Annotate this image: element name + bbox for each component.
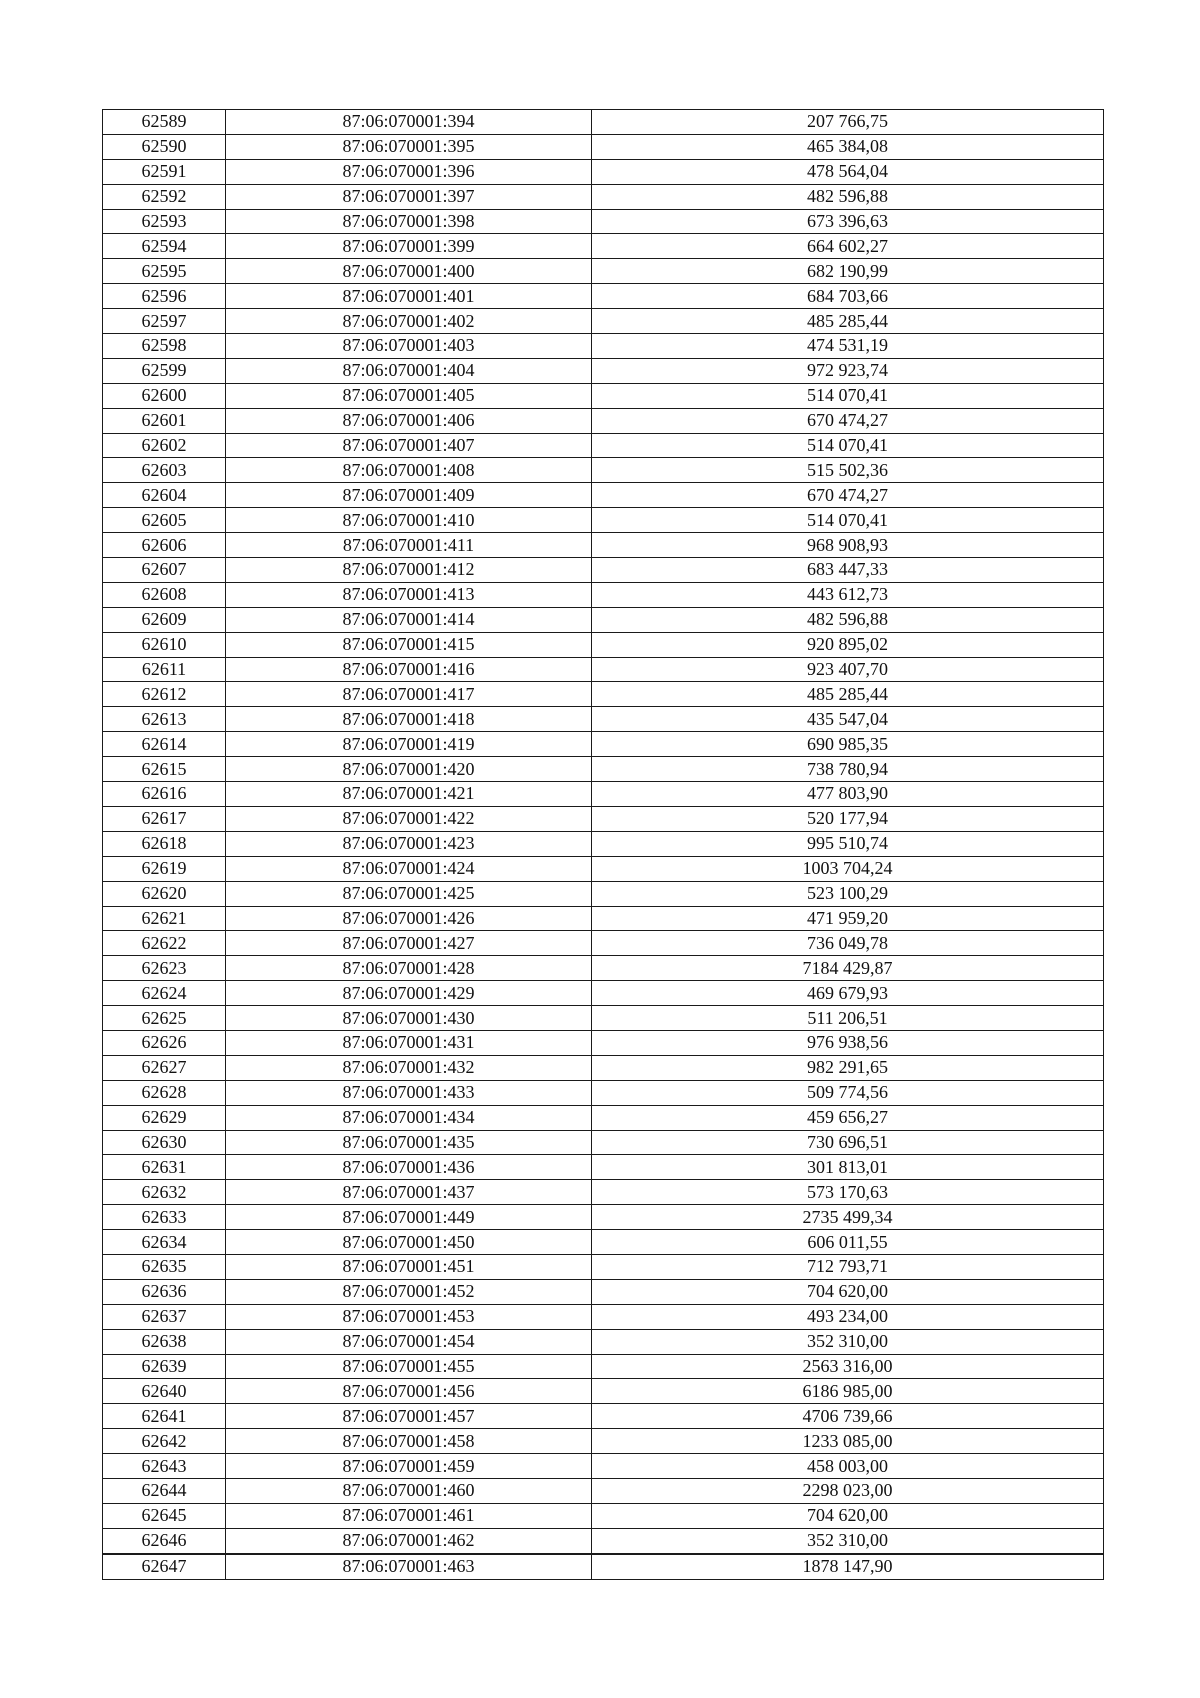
row-number-cell: 62624	[103, 981, 226, 1006]
cadastral-number-cell: 87:06:070001:402	[226, 309, 592, 334]
cadastral-value-cell: 458 003,00	[592, 1454, 1104, 1479]
row-number-cell: 62613	[103, 707, 226, 732]
table-row	[103, 433, 1104, 458]
cadastral-number-cell: 87:06:070001:416	[226, 657, 592, 682]
cadastral-number-cell: 87:06:070001:460	[226, 1478, 592, 1503]
cadastral-value-cell: 7184 429,87	[592, 956, 1104, 981]
row-number-cell: 62610	[103, 632, 226, 657]
table-row	[103, 259, 1104, 284]
cadastral-number-cell: 87:06:070001:434	[226, 1105, 592, 1130]
cadastral-number-cell: 87:06:070001:403	[226, 334, 592, 359]
table-row	[103, 732, 1104, 757]
table-row	[103, 856, 1104, 881]
table-row	[103, 1155, 1104, 1180]
cadastral-number-cell: 87:06:070001:463	[226, 1554, 592, 1579]
row-number-cell: 62606	[103, 533, 226, 558]
table-row	[103, 1006, 1104, 1031]
cadastral-value-cell: 352 310,00	[592, 1329, 1104, 1354]
row-number-cell: 62592	[103, 184, 226, 209]
row-number-cell: 62627	[103, 1055, 226, 1080]
table-row	[103, 134, 1104, 159]
row-number-cell: 62628	[103, 1080, 226, 1105]
row-number-cell: 62593	[103, 209, 226, 234]
table-row	[103, 1454, 1104, 1479]
row-number-cell: 62618	[103, 831, 226, 856]
cadastral-value-cell: 670 474,27	[592, 408, 1104, 433]
cadastral-value-cell: 976 938,56	[592, 1030, 1104, 1055]
table-row	[103, 1379, 1104, 1404]
cadastral-value-cell: 2563 316,00	[592, 1354, 1104, 1379]
table-row	[103, 309, 1104, 334]
table-row	[103, 159, 1104, 184]
cadastral-number-cell: 87:06:070001:426	[226, 906, 592, 931]
table-row	[103, 284, 1104, 309]
table-row	[103, 1554, 1104, 1579]
cadastral-number-cell: 87:06:070001:430	[226, 1006, 592, 1031]
table-row	[103, 1030, 1104, 1055]
cadastral-number-cell: 87:06:070001:424	[226, 856, 592, 881]
row-number-cell: 62625	[103, 1006, 226, 1031]
table-row	[103, 334, 1104, 359]
cadastral-number-cell: 87:06:070001:405	[226, 383, 592, 408]
table-row	[103, 1354, 1104, 1379]
cadastral-value-cell: 520 177,94	[592, 806, 1104, 831]
table-row	[103, 981, 1104, 1006]
cadastral-number-cell: 87:06:070001:401	[226, 284, 592, 309]
cadastral-number-cell: 87:06:070001:423	[226, 831, 592, 856]
cadastral-number-cell: 87:06:070001:404	[226, 358, 592, 383]
row-number-cell: 62609	[103, 607, 226, 632]
cadastral-number-cell: 87:06:070001:407	[226, 433, 592, 458]
cadastral-value-cell: 736 049,78	[592, 931, 1104, 956]
table-row	[103, 831, 1104, 856]
row-number-cell: 62614	[103, 732, 226, 757]
table-row	[103, 1503, 1104, 1528]
cadastral-number-cell: 87:06:070001:399	[226, 234, 592, 259]
table-row	[103, 806, 1104, 831]
table-row	[103, 782, 1104, 807]
table-row	[103, 657, 1104, 682]
cadastral-value-cell: 465 384,08	[592, 134, 1104, 159]
cadastral-value-cell: 684 703,66	[592, 284, 1104, 309]
table-row	[103, 533, 1104, 558]
cadastral-number-cell: 87:06:070001:452	[226, 1279, 592, 1304]
row-number-cell: 62636	[103, 1279, 226, 1304]
row-number-cell: 62623	[103, 956, 226, 981]
cadastral-value-cell: 712 793,71	[592, 1254, 1104, 1279]
row-number-cell: 62601	[103, 408, 226, 433]
row-number-cell: 62640	[103, 1379, 226, 1404]
cadastral-number-cell: 87:06:070001:414	[226, 607, 592, 632]
table-row	[103, 956, 1104, 981]
cadastral-number-cell: 87:06:070001:458	[226, 1429, 592, 1454]
cadastral-number-cell: 87:06:070001:398	[226, 209, 592, 234]
row-number-cell: 62590	[103, 134, 226, 159]
cadastral-value-cell: 1003 704,24	[592, 856, 1104, 881]
cadastral-number-cell: 87:06:070001:425	[226, 881, 592, 906]
row-number-cell: 62608	[103, 582, 226, 607]
cadastral-value-cell: 683 447,33	[592, 558, 1104, 583]
table-row	[103, 1205, 1104, 1230]
cadastral-value-cell: 982 291,65	[592, 1055, 1104, 1080]
row-number-cell: 62639	[103, 1354, 226, 1379]
cadastral-value-cell: 923 407,70	[592, 657, 1104, 682]
row-number-cell: 62631	[103, 1155, 226, 1180]
cadastral-value-cell: 972 923,74	[592, 358, 1104, 383]
cadastral-value-cell: 523 100,29	[592, 881, 1104, 906]
row-number-cell: 62605	[103, 508, 226, 533]
table-row	[103, 1329, 1104, 1354]
table-row	[103, 458, 1104, 483]
cadastral-value-cell: 469 679,93	[592, 981, 1104, 1006]
table-row	[103, 508, 1104, 533]
cadastral-number-cell: 87:06:070001:462	[226, 1528, 592, 1553]
cadastral-value-cell: 477 803,90	[592, 782, 1104, 807]
cadastral-value-cell: 738 780,94	[592, 757, 1104, 782]
cadastral-number-cell: 87:06:070001:406	[226, 408, 592, 433]
cadastral-value-cell: 682 190,99	[592, 259, 1104, 284]
row-number-cell: 62604	[103, 483, 226, 508]
row-number-cell: 62595	[103, 259, 226, 284]
table-row	[103, 209, 1104, 234]
row-number-cell: 62602	[103, 433, 226, 458]
cadastral-value-cell: 920 895,02	[592, 632, 1104, 657]
table-row	[103, 110, 1104, 135]
cadastral-number-cell: 87:06:070001:395	[226, 134, 592, 159]
cadastral-value-cell: 435 547,04	[592, 707, 1104, 732]
cadastral-value-cell: 2735 499,34	[592, 1205, 1104, 1230]
cadastral-number-cell: 87:06:070001:422	[226, 806, 592, 831]
cadastral-value-cell: 493 234,00	[592, 1304, 1104, 1329]
row-number-cell: 62619	[103, 856, 226, 881]
row-number-cell: 62603	[103, 458, 226, 483]
row-number-cell: 62599	[103, 358, 226, 383]
cadastral-value-cell: 301 813,01	[592, 1155, 1104, 1180]
table-row	[103, 234, 1104, 259]
cadastral-number-cell: 87:06:070001:455	[226, 1354, 592, 1379]
cadastral-value-cell: 485 285,44	[592, 682, 1104, 707]
row-number-cell: 62611	[103, 657, 226, 682]
cadastral-number-cell: 87:06:070001:417	[226, 682, 592, 707]
table-row	[103, 1055, 1104, 1080]
row-number-cell: 62594	[103, 234, 226, 259]
cadastral-value-cell: 1233 085,00	[592, 1429, 1104, 1454]
cadastral-number-cell: 87:06:070001:397	[226, 184, 592, 209]
table-row	[103, 906, 1104, 931]
row-number-cell: 62644	[103, 1478, 226, 1503]
cadastral-value-cell: 474 531,19	[592, 334, 1104, 359]
row-number-cell: 62589	[103, 110, 226, 135]
table-row	[103, 1478, 1104, 1503]
row-number-cell: 62638	[103, 1329, 226, 1354]
cadastral-number-cell: 87:06:070001:419	[226, 732, 592, 757]
cadastral-number-cell: 87:06:070001:453	[226, 1304, 592, 1329]
cadastral-value-cell: 573 170,63	[592, 1180, 1104, 1205]
cadastral-number-cell: 87:06:070001:432	[226, 1055, 592, 1080]
row-number-cell: 62626	[103, 1030, 226, 1055]
cadastral-value-cell: 995 510,74	[592, 831, 1104, 856]
table-row	[103, 483, 1104, 508]
table-row	[103, 757, 1104, 782]
cadastral-value-cell: 1878 147,90	[592, 1554, 1104, 1579]
cadastral-value-cell: 352 310,00	[592, 1528, 1104, 1553]
cadastral-number-cell: 87:06:070001:396	[226, 159, 592, 184]
row-number-cell: 62633	[103, 1205, 226, 1230]
cadastral-number-cell: 87:06:070001:412	[226, 558, 592, 583]
table-row	[103, 1429, 1104, 1454]
cadastral-number-cell: 87:06:070001:454	[226, 1329, 592, 1354]
cadastral-value-cell: 482 596,88	[592, 184, 1104, 209]
cadastral-value-cell: 207 766,75	[592, 110, 1104, 135]
row-number-cell: 62641	[103, 1404, 226, 1429]
row-number-cell: 62620	[103, 881, 226, 906]
cadastral-number-cell: 87:06:070001:410	[226, 508, 592, 533]
cadastral-number-cell: 87:06:070001:459	[226, 1454, 592, 1479]
cadastral-number-cell: 87:06:070001:436	[226, 1155, 592, 1180]
cadastral-value-cell: 514 070,41	[592, 383, 1104, 408]
table-row	[103, 582, 1104, 607]
row-number-cell: 62598	[103, 334, 226, 359]
table-body	[103, 110, 1104, 1580]
row-number-cell: 62597	[103, 309, 226, 334]
cadastral-value-cell: 664 602,27	[592, 234, 1104, 259]
cadastral-value-cell: 459 656,27	[592, 1105, 1104, 1130]
row-number-cell: 62621	[103, 906, 226, 931]
row-number-cell: 62612	[103, 682, 226, 707]
cadastral-number-cell: 87:06:070001:418	[226, 707, 592, 732]
table-row	[103, 931, 1104, 956]
row-number-cell: 62596	[103, 284, 226, 309]
cadastral-number-cell: 87:06:070001:409	[226, 483, 592, 508]
table-row	[103, 632, 1104, 657]
cadastral-number-cell: 87:06:070001:456	[226, 1379, 592, 1404]
row-number-cell: 62635	[103, 1254, 226, 1279]
cadastral-value-cell: 6186 985,00	[592, 1379, 1104, 1404]
cadastral-value-cell: 514 070,41	[592, 433, 1104, 458]
table-row	[103, 682, 1104, 707]
table-row	[103, 1230, 1104, 1255]
cadastral-number-cell: 87:06:070001:415	[226, 632, 592, 657]
cadastral-number-cell: 87:06:070001:451	[226, 1254, 592, 1279]
cadastral-value-cell: 670 474,27	[592, 483, 1104, 508]
cadastral-number-cell: 87:06:070001:449	[226, 1205, 592, 1230]
table-row	[103, 1404, 1104, 1429]
cadastral-number-cell: 87:06:070001:429	[226, 981, 592, 1006]
row-number-cell: 62647	[103, 1554, 226, 1579]
cadastral-number-cell: 87:06:070001:400	[226, 259, 592, 284]
cadastral-value-cell: 478 564,04	[592, 159, 1104, 184]
cadastral-value-cell: 730 696,51	[592, 1130, 1104, 1155]
table-row	[103, 607, 1104, 632]
row-number-cell: 62622	[103, 931, 226, 956]
cadastral-number-cell: 87:06:070001:420	[226, 757, 592, 782]
table-row	[103, 1130, 1104, 1155]
table-row	[103, 408, 1104, 433]
row-number-cell: 62617	[103, 806, 226, 831]
cadastral-value-cell: 690 985,35	[592, 732, 1104, 757]
cadastral-value-cell: 482 596,88	[592, 607, 1104, 632]
table-row	[103, 881, 1104, 906]
cadastral-value-cell: 514 070,41	[592, 508, 1104, 533]
cadastral-number-cell: 87:06:070001:413	[226, 582, 592, 607]
cadastral-value-cell: 515 502,36	[592, 458, 1104, 483]
table-row	[103, 1105, 1104, 1130]
cadastral-number-cell: 87:06:070001:437	[226, 1180, 592, 1205]
cadastral-value-cell: 4706 739,66	[592, 1404, 1104, 1429]
cadastral-number-cell: 87:06:070001:461	[226, 1503, 592, 1528]
table-row	[103, 383, 1104, 408]
table-row	[103, 1279, 1104, 1304]
table-row	[103, 1528, 1104, 1553]
table-row	[103, 707, 1104, 732]
row-number-cell: 62615	[103, 757, 226, 782]
cadastral-value-cell: 471 959,20	[592, 906, 1104, 931]
cadastral-value-cell: 2298 023,00	[592, 1478, 1104, 1503]
row-number-cell: 62600	[103, 383, 226, 408]
cadastral-number-cell: 87:06:070001:408	[226, 458, 592, 483]
table-row	[103, 1180, 1104, 1205]
row-number-cell: 62645	[103, 1503, 226, 1528]
row-number-cell: 62634	[103, 1230, 226, 1255]
row-number-cell: 62630	[103, 1130, 226, 1155]
cadastral-number-cell: 87:06:070001:394	[226, 110, 592, 135]
cadastral-value-cell: 968 908,93	[592, 533, 1104, 558]
row-number-cell: 62629	[103, 1105, 226, 1130]
table-row	[103, 358, 1104, 383]
row-number-cell: 62637	[103, 1304, 226, 1329]
cadastral-value-cell: 485 285,44	[592, 309, 1104, 334]
cadastral-number-cell: 87:06:070001:411	[226, 533, 592, 558]
cadastral-value-cell: 704 620,00	[592, 1279, 1104, 1304]
cadastral-number-cell: 87:06:070001:428	[226, 956, 592, 981]
row-number-cell: 62632	[103, 1180, 226, 1205]
cadastral-number-cell: 87:06:070001:421	[226, 782, 592, 807]
cadastral-number-cell: 87:06:070001:457	[226, 1404, 592, 1429]
table-row	[103, 1304, 1104, 1329]
row-number-cell: 62643	[103, 1454, 226, 1479]
row-number-cell: 62642	[103, 1429, 226, 1454]
cadastral-value-cell: 511 206,51	[592, 1006, 1104, 1031]
table-row	[103, 558, 1104, 583]
cadastral-number-cell: 87:06:070001:435	[226, 1130, 592, 1155]
table-row	[103, 1080, 1104, 1105]
cadastral-number-cell: 87:06:070001:427	[226, 931, 592, 956]
row-number-cell: 62616	[103, 782, 226, 807]
row-number-cell: 62607	[103, 558, 226, 583]
row-number-cell: 62646	[103, 1528, 226, 1553]
cadastral-value-cell: 673 396,63	[592, 209, 1104, 234]
cadastral-value-cell: 443 612,73	[592, 582, 1104, 607]
row-number-cell: 62591	[103, 159, 226, 184]
cadastral-value-cell: 509 774,56	[592, 1080, 1104, 1105]
table-row	[103, 1254, 1104, 1279]
cadastral-value-cell: 606 011,55	[592, 1230, 1104, 1255]
cadastral-number-cell: 87:06:070001:450	[226, 1230, 592, 1255]
table-row	[103, 184, 1104, 209]
cadastral-number-cell: 87:06:070001:433	[226, 1080, 592, 1105]
cadastral-number-cell: 87:06:070001:431	[226, 1030, 592, 1055]
cadastral-value-cell: 704 620,00	[592, 1503, 1104, 1528]
cadastral-value-table	[102, 109, 1104, 1580]
